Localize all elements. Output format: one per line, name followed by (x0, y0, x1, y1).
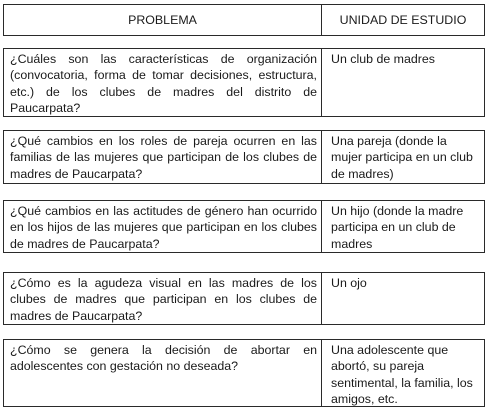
table-row (3, 272, 485, 325)
problema-text: ¿Qué cambios en las actitudes de género han ocurrido en los hijos de las mujeres que participan en los clubes de madres de Paucarpata? (10, 204, 317, 251)
problema-cell (4, 131, 322, 183)
table-header (3, 4, 485, 36)
problema-cell (4, 201, 322, 252)
header-unidad-de-estudio (322, 5, 484, 35)
problema-text: ¿Qué cambios en los roles de pareja ocurren en las familias de las mujeres que participan de los clubes de madres de Paucarpata? (10, 134, 317, 181)
problema-cell (4, 273, 322, 324)
unidad-cell (322, 201, 484, 252)
problema-text: ¿Cuáles son las características de organización (convocatoria, forma de tomar decisiones, estructura, etc.) de los clubes de madres del distrito de Paucarpata? (10, 52, 317, 115)
unidad-text: Una pareja (donde la mujer participa en un club de madres) (331, 134, 473, 181)
unidad-text: Una adolescente que abortó, su pareja sentimental, la familia, los amigos, etc. (331, 343, 473, 406)
unidad-text: Un hijo (donde la madre participa en un club de madres (331, 204, 464, 251)
problema-cell (4, 340, 322, 406)
header-problema (4, 5, 322, 35)
unidad-text: Un club de madres (331, 52, 435, 66)
problema-text: ¿Cómo es la agudeza visual en las madres de los clubes de madres que participan en los clubes de madres de Paucarpata? (10, 276, 317, 323)
header-problema-label: PROBLEMA (128, 13, 197, 27)
table-row (3, 48, 485, 117)
unidad-cell (322, 131, 484, 183)
table-row (3, 339, 485, 407)
problema-cell (4, 49, 322, 116)
problema-text: ¿Cómo se genera la decisión de abortar en adolescentes con gestación no deseada? (10, 343, 317, 374)
table-row (3, 200, 485, 253)
header-unidad-label: UNIDAD DE ESTUDIO (339, 13, 467, 27)
unidad-text: Un ojo (331, 276, 367, 290)
table-row (3, 130, 485, 184)
unidad-cell (322, 273, 484, 324)
unidad-cell (322, 49, 484, 116)
unidad-cell (322, 340, 484, 406)
